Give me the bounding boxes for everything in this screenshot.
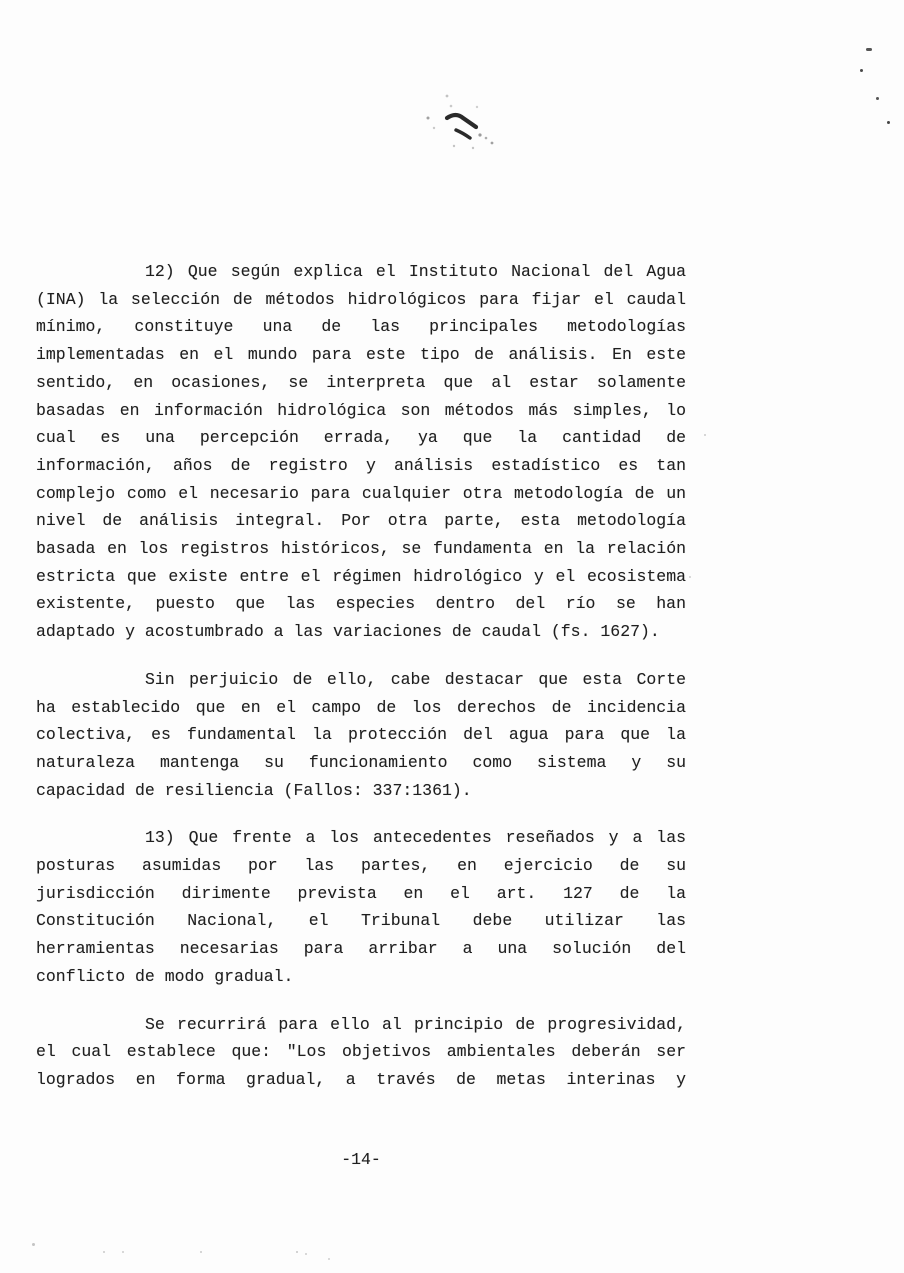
text-line: existente, puesto que las especies dentro del río se han bbox=[36, 594, 686, 614]
text-line: adaptado y acostumbrado a las variaciones de caudal (fs. 1627). bbox=[36, 622, 660, 642]
text-line: sentido, en ocasiones, se interpreta que al estar solamente bbox=[36, 372, 686, 392]
paragraph bbox=[36, 824, 686, 990]
document-body bbox=[36, 258, 686, 1094]
scan-speck bbox=[704, 434, 706, 436]
scan-speck bbox=[876, 97, 879, 100]
scan-speck bbox=[887, 121, 890, 124]
text-line: complejo como el necesario para cualquier otra metodología de un bbox=[36, 483, 686, 503]
text-line: (INA) la selección de métodos hidrológicos para fijar el caudal bbox=[36, 289, 686, 309]
text-line: Se recurrirá para ello al principio de progresividad, bbox=[145, 1014, 686, 1034]
scan-speck bbox=[866, 48, 872, 51]
scan-speck bbox=[103, 1251, 105, 1253]
page-number: -14- bbox=[341, 1150, 381, 1169]
text-line: jurisdicción dirimente prevista en el art. 127 de la bbox=[36, 883, 686, 903]
text-line: logrados en forma gradual, a través de metas interinas y bbox=[36, 1069, 686, 1089]
ink-smudge-mark bbox=[400, 85, 520, 155]
text-line: cual es una percepción errada, ya que la cantidad de bbox=[36, 428, 686, 448]
text-line: estricta que existe entre el régimen hidrológico y el ecosistema bbox=[36, 566, 686, 586]
text-line: herramientas necesarias para arribar a una solución del bbox=[36, 939, 686, 959]
paragraph bbox=[36, 258, 686, 646]
text-line: conflicto de modo gradual. bbox=[36, 966, 294, 986]
text-line: el cual establece que: "Los objetivos ambientales deberán ser bbox=[36, 1042, 686, 1062]
scan-speck bbox=[689, 576, 691, 578]
text-line: 12) Que según explica el Instituto Nacional del Agua bbox=[145, 262, 686, 281]
text-line: basada en los registros históricos, se fundamenta en la relación bbox=[36, 539, 686, 559]
text-line: mínimo, constituye una de las principales metodologías bbox=[36, 317, 686, 337]
scan-speck bbox=[32, 1243, 35, 1246]
text-line: Constitución Nacional, el Tribunal debe utilizar las bbox=[36, 911, 686, 931]
text-line: naturaleza mantenga su funcionamiento como sistema y su bbox=[36, 752, 686, 772]
scan-speck bbox=[328, 1258, 330, 1260]
text-line: nivel de análisis integral. Por otra parte, esta metodología bbox=[36, 511, 686, 531]
text-line: capacidad de resiliencia (Fallos: 337:1361). bbox=[36, 780, 472, 800]
scan-speck bbox=[296, 1251, 298, 1253]
text-line: colectiva, es fundamental la protección del agua para que la bbox=[36, 725, 686, 745]
text-line: implementadas en el mundo para este tipo de análisis. En este bbox=[36, 345, 686, 365]
scan-speck bbox=[200, 1251, 202, 1253]
scan-speck bbox=[860, 69, 863, 72]
text-line: basadas en información hidrológica son métodos más simples, lo bbox=[36, 400, 686, 420]
text-line: ha establecido que en el campo de los derechos de incidencia bbox=[36, 697, 686, 717]
scan-speck bbox=[305, 1253, 307, 1255]
text-line: Sin perjuicio de ello, cabe destacar que esta Corte bbox=[145, 669, 686, 689]
paragraph bbox=[36, 1011, 686, 1094]
scan-speck bbox=[122, 1251, 124, 1253]
text-line: posturas asumidas por las partes, en ejercicio de su bbox=[36, 856, 686, 876]
text-line: información, años de registro y análisis estadístico es tan bbox=[36, 455, 686, 475]
paragraph bbox=[36, 666, 686, 805]
text-line: 13) Que frente a los antecedentes reseñados y a las bbox=[145, 828, 686, 848]
